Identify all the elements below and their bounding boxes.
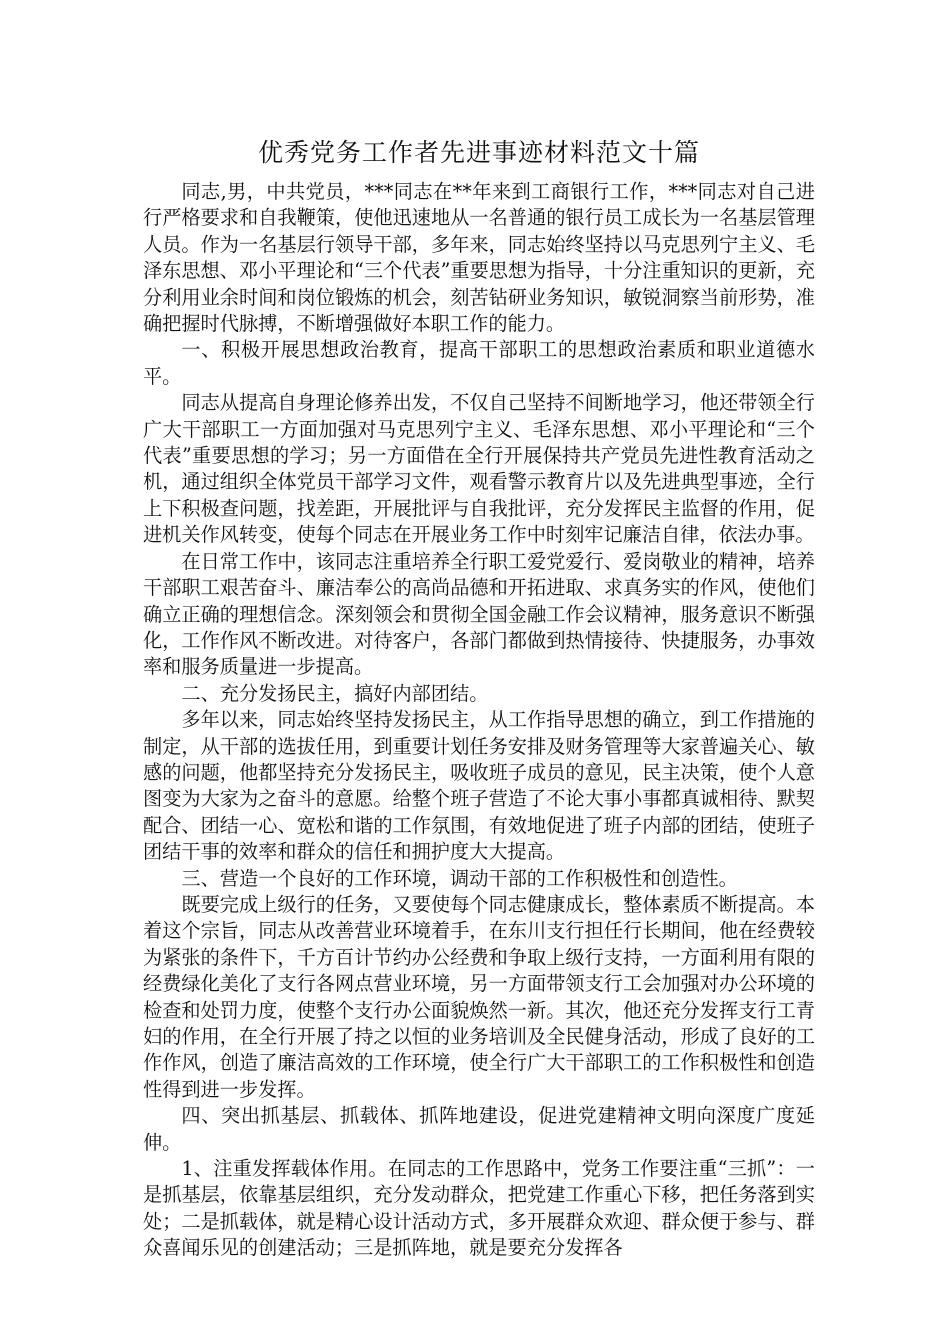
body-paragraph: 多年以来，同志始终坚持发扬民主，从工作指导思想的确立，到工作措施的制定，从干部的选拔任用，到重要计划任务安排及财务管理等大家普遍关心、敏感的问题，他都坚持充分发扬民主，吸收班子成员的意见，民主决策，使个人意图变为大家为之奋斗的意愿。给整个班子营造了不论大事小事都真诚相待、默契配合、团结一心、宽松和谐的工作氛围，有效地促进了班子内部的团结，使班子团结干事的效率和群众的信任和拥护度大大提高。 (143, 708, 815, 864)
body-paragraph: 既要完成上级行的任务，又要使每个同志健康成长，整体素质不断提高。本着这个宗旨，同志从改善营业环境着手，在东川支行担任行长期间，他在经费较为紧张的条件下，千方百计节约办公经费和争取上级行支持，一方面利用有限的经费绿化美化了支行各网点营业环境，另一方面带领支行工会加强对办公环境的检查和处罚力度，使整个支行办公面貌焕然一新。其次，他还充分发挥支行工青妇的作用，在全行开展了持之以恒的业务培训及全民健身活动，形成了良好的工作作风，创造了廉洁高效的工作环境，使全行广大干部职工的工作积极性和创造性得到进一步发挥。 (143, 892, 815, 1101)
section-heading-2: 二、充分发扬民主，搞好内部团结。 (181, 681, 489, 705)
section-heading-3: 三、营造一个良好的工作环境，调动干部的工作积极性和创造性。 (181, 866, 738, 890)
body-paragraph: 1、注重发挥载体作用。在同志的工作思路中，党务工作要注重“三抓”：一是抓基层，依靠基层组织，充分发动群众，把党建工作重心下移，把任务落到实处；二是抓载体，就是精心设计活动方式，多开展群众欢迎、群众便于参与、群众喜闻乐见的创建活动；三是抓阵地，就是要充分发挥各 (143, 1157, 815, 1260)
intro-paragraph: 同志,男，中共党员，***同志在**年来到工商银行工作，***同志对自己进行严格要求和自我鞭策，使他迅速地从一名普通的银行员工成长为一名基层管理人员。作为一名基层行领导干部，多年来，同志始终坚持以马克思列宁主义、毛泽东思想、邓小平理论和“三个代表”重要思想为指导，十分注重知识的更新，充分利用业余时间和岗位锻炼的机会，刻苦钻研业务知识，敏锐洞察当前形势，准确把握时代脉搏，不断增强做好本职工作的能力。 (143, 180, 815, 336)
section-heading-1: 一、积极开展思想政治教育，提高干部职工的思想政治素质和职业道德水平。 (143, 338, 815, 388)
document-page (143, 133, 815, 1262)
body-paragraph: 在日常工作中，该同志注重培养全行职工爱党爱行、爱岗敬业的精神，培养干部职工艰苦奋斗、廉洁奉公的高尚品德和开拓进取、求真务实的作风，使他们确立正确的理想信念。深刻领会和贯彻全国金融工作会议精神，服务意识不断强化，工作作风不断改进。对待客户，各部门都做到热情接待、快捷服务，办事效率和服务质量进一步提高。 (143, 549, 815, 679)
section-heading-4: 四、突出抓基层、抓载体、抓阵地建设，促进党建精神文明向深度广度延伸。 (143, 1104, 815, 1154)
body-paragraph: 同志从提高自身理论修养出发，不仅自己坚持不间断地学习，他还带领全行广大干部职工一方面加强对马克思列宁主义、毛泽东思想、邓小平理论和“三个代表”重要思想的学习；另一方面借在全行开展保持共产党员先进性教育活动之机，通过组织全体党员干部学习文件，观看警示教育片以及先进典型事迹，全行上下积极查问题，找差距，开展批评与自我批评，充分发挥民主监督的作用，促进机关作风转变，使每个同志在开展业务工作中时刻牢记廉洁自律，依法办事。 (143, 391, 815, 547)
document-title: 优秀党务工作者先进事迹材料范文十篇 (257, 138, 700, 167)
